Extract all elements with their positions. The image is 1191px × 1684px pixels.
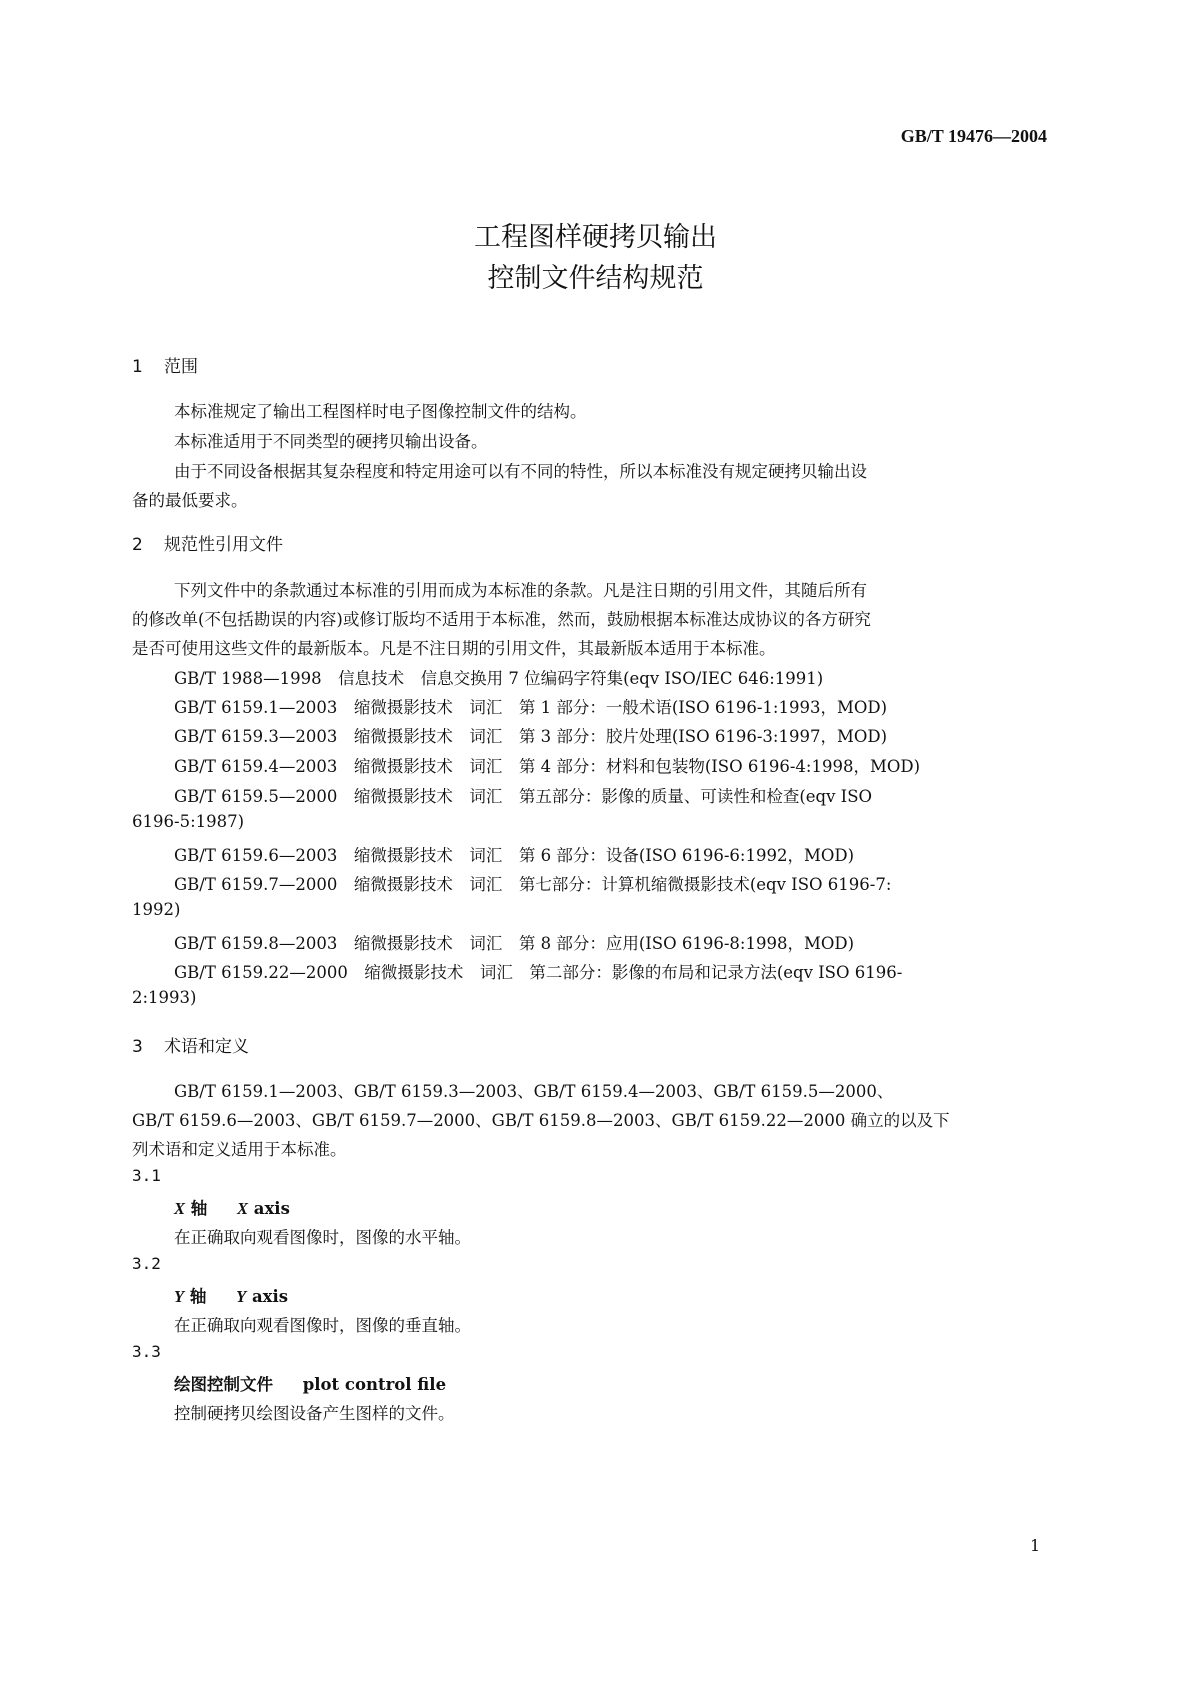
term-chinese: 轴 <box>189 1287 207 1306</box>
reference-item: GB/T 6159.1—2003 缩微摄影技术 词汇 第 1 部分：一般术语(ISO 6196-1:1993，MOD) <box>174 698 888 717</box>
paragraph: 由于不同设备根据其复杂程度和特定用途可以有不同的特性，所以本标准没有规定硬拷贝输出设 <box>174 462 867 481</box>
paragraph-continuation: 备的最低要求。 <box>132 491 248 510</box>
reference-item: GB/T 6159.7—2000 缩微摄影技术 词汇 第七部分：计算机缩微摄影技术(eqv ISO 6196-7: <box>174 875 892 894</box>
term-number: 3.1 <box>132 1166 161 1185</box>
term-english: axis <box>251 1287 289 1306</box>
page-number: 1 <box>1030 1536 1041 1555</box>
reference-item: GB/T 6159.22—2000 缩微摄影技术 词汇 第二部分：影像的布局和记录方法(eqv ISO 6196- <box>174 963 903 982</box>
reference-item: GB/T 6159.5—2000 缩微摄影技术 词汇 第五部分：影像的质量、可读性和检查(eqv ISO <box>174 787 873 806</box>
section-2-heading <box>132 530 283 555</box>
paragraph-continuation: 的修改单(不包括勘误的内容)或修订版均不适用于本标准，然而，鼓励根据本标准达成协议的各方研究 <box>132 610 871 629</box>
term-english: axis <box>253 1199 290 1218</box>
term-number: 3.2 <box>132 1254 161 1273</box>
section-1-heading <box>132 352 198 377</box>
term-axis-letter: Y <box>236 1287 247 1306</box>
term-chinese: 轴 <box>190 1199 208 1218</box>
paragraph: 本标准适用于不同类型的硬拷贝输出设备。 <box>174 432 488 451</box>
reference-item: GB/T 6159.3—2003 缩微摄影技术 词汇 第 3 部分：胶片处理(ISO 6196-3:1997，MOD) <box>174 727 888 746</box>
term-heading <box>174 1283 288 1307</box>
term-heading <box>174 1371 446 1395</box>
reference-item: GB/T 6159.6—2003 缩微摄影技术 词汇 第 6 部分：设备(ISO 6196-6:1992，MOD) <box>174 846 855 865</box>
reference-item-continuation: 6196-5:1987) <box>132 812 245 831</box>
paragraph-continuation: 列术语和定义适用于本标准。 <box>132 1140 347 1159</box>
reference-item-continuation: 2:1993) <box>132 988 197 1007</box>
reference-item: GB/T 1988—1998 信息技术 信息交换用 7 位编码字符集(eqv ISO/IEC 646:1991) <box>174 669 824 688</box>
term-number: 3.3 <box>132 1342 161 1361</box>
term-axis-letter: Y <box>174 1287 185 1306</box>
term-definition: 在正确取向观看图像时，图像的垂直轴。 <box>174 1316 471 1335</box>
section-number: 3 <box>132 1037 143 1057</box>
term-chinese: 绘图控制文件 <box>174 1375 273 1394</box>
paragraph: 下列文件中的条款通过本标准的引用而成为本标准的条款。凡是注日期的引用文件，其随后所有 <box>174 581 867 600</box>
term-english: plot control file <box>302 1375 447 1394</box>
section-number: 2 <box>132 535 143 555</box>
paragraph: GB/T 6159.1—2003、GB/T 6159.3—2003、GB/T 6159.4—2003、GB/T 6159.5—2000、 <box>174 1082 894 1101</box>
term-axis-letter: X <box>174 1199 186 1218</box>
term-definition: 在正确取向观看图像时，图像的水平轴。 <box>174 1228 471 1247</box>
term-definition: 控制硬拷贝绘图设备产生图样的文件。 <box>174 1404 455 1423</box>
document-title-line1: 工程图样硬拷贝输出 <box>474 222 717 253</box>
term-axis-letter: X <box>237 1199 249 1218</box>
section-number: 1 <box>132 357 143 377</box>
reference-item-continuation: 1992) <box>132 900 181 919</box>
document-title-line2: 控制文件结构规范 <box>487 263 704 294</box>
term-heading <box>174 1195 290 1219</box>
standard-number: GB/T 19476—2004 <box>900 126 1047 146</box>
section-title: 术语和定义 <box>164 1037 249 1057</box>
section-3-heading <box>132 1032 249 1057</box>
paragraph-continuation: GB/T 6159.6—2003、GB/T 6159.7—2000、GB/T 6159.8—2003、GB/T 6159.22—2000 确立的以及下 <box>132 1111 950 1130</box>
section-title: 规范性引用文件 <box>164 535 283 555</box>
reference-item: GB/T 6159.8—2003 缩微摄影技术 词汇 第 8 部分：应用(ISO 6196-8:1998，MOD) <box>174 934 855 953</box>
section-title: 范围 <box>164 357 198 377</box>
reference-item: GB/T 6159.4—2003 缩微摄影技术 词汇 第 4 部分：材料和包装物(ISO 6196-4:1998，MOD) <box>174 757 921 776</box>
paragraph: 本标准规定了输出工程图样时电子图像控制文件的结构。 <box>174 402 587 421</box>
paragraph-continuation: 是否可使用这些文件的最新版本。凡是不注日期的引用文件，其最新版本适用于本标准。 <box>132 639 776 658</box>
